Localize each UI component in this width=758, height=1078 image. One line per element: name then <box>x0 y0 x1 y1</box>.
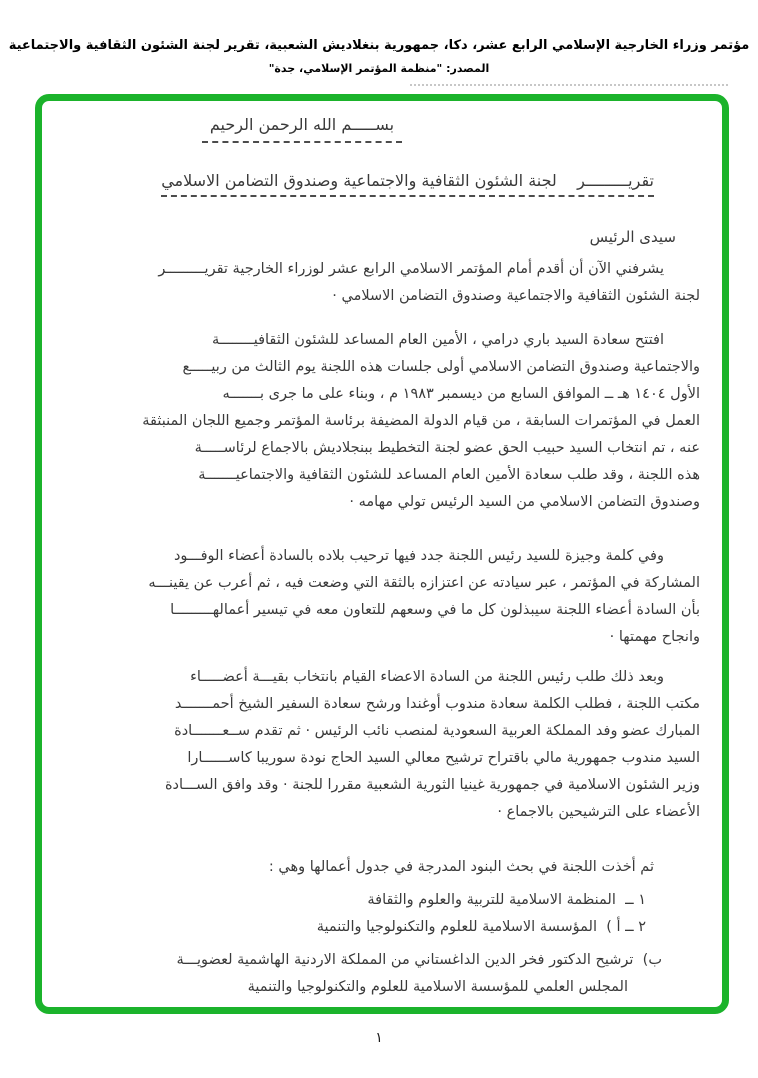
body-line: وفي كلمة وجيزة للسيد رئيس اللجنة جدد فيها ترحيب بلاده بالسادة أعضاء الوفـــود <box>173 548 664 564</box>
document-frame <box>35 94 729 1014</box>
body-line: وصندوق التضامن الاسلامي من السيد الرئيس تولي مهامه · <box>349 494 700 510</box>
body-line: بأن السادة أعضاء اللجنة سيبذلون كل ما في وسعهم للتعاون معه في تيسير أعمالهـــــــــا <box>170 602 700 618</box>
body-line: افتتح سعادة السيد باري درامي ، الأمين العام المساعد للشئون الثقافيــــــــة <box>211 332 664 348</box>
body-line: مكتب اللجنة ، فطلب الكلمة سعادة مندوب أوغندا ورشح سعادة السفير الشيخ أحمـــــــد <box>174 696 700 712</box>
agenda-item-2b-line-2: المجلس العلمي للمؤسسة الاسلامية للعلوم والتكنولوجيا والتنمية <box>247 979 628 995</box>
header-source: المصدر: "منظمة المؤتمر الإسلامي، جدة" <box>268 62 490 75</box>
body-line: والاجتماعية وصندوق التضامن الاسلامي أولى جلسات هذه اللجنة يوم الثالث من ربيـــــع <box>182 359 700 375</box>
body-line: وانجاح مهمتها · <box>609 629 700 645</box>
page-header <box>0 38 758 75</box>
document-content <box>42 101 722 1007</box>
agenda-item-2a: ٢ ــ أ ) المؤسسة الاسلامية للعلوم والتكنولوجيا والتنمية <box>316 919 646 935</box>
body-line: العمل في المؤتمرات السابقة ، من قيام الدولة المضيفة برئاسة المؤتمر وجميع اللجان المنبثقة <box>142 413 700 429</box>
body-line: السيد مندوب جمهورية مالي باقتراح ترشيح معالي السيد الحاج نودة سوريبا كاســــــارا <box>187 750 700 766</box>
body-line: عنه ، تم انتخاب السيد حبيب الحق عضو لجنة التخطيط ببنجلاديش بالاجماع لرئاســـــة <box>194 440 700 456</box>
bismillah <box>0 111 618 143</box>
body-line: الأعضاء على الترشيحين بالاجماع · <box>497 804 700 820</box>
header-title: مؤتمر وزراء الخارجية الإسلامي الرابع عشر، دكا، جمهورية بنغلاديش الشعبية، تقرير لجنة الشئون الثقافية والاجتماعية <box>8 38 750 53</box>
body-line: المبارك عضو وفد المملكة العربية السعودية لمنصب نائب الرئيس · ثم تقدم ســعـــــــادة <box>174 723 700 739</box>
agenda-list <box>68 887 700 1001</box>
scan-artifact-dotted-line <box>410 84 728 86</box>
body-line: وزير الشئون الاسلامية في جمهورية غينيا الثورية الشعبية مقررا للجنة · وقد وافق الســـادة <box>164 777 700 793</box>
body-line: المشاركة في المؤتمر ، عبر سيادته عن اعتزازه بالثقة التي وضعت فيه ، ثم أعرب عن يقينـــه <box>148 575 700 591</box>
body-line: لجنة الشئون الثقافية والاجتماعية وصندوق التضامن الاسلامي · <box>332 288 700 304</box>
paragraph-1 <box>68 256 700 310</box>
paragraph-4 <box>68 664 700 826</box>
body-line: الأول ١٤٠٤ هـ ــ الموافق السابع من ديسمبر ١٩٨٣ م ، وبناء على ما جرى بـــــــه <box>222 386 700 402</box>
paragraph-3 <box>68 543 700 651</box>
page-number: ١ <box>375 1030 383 1046</box>
agenda-item-1: ١ ــ المنظمة الاسلامية للتربية والعلوم والثقافة <box>367 892 646 908</box>
bismillah-text: بســـــم الله الرحمن الرحيم <box>202 111 402 143</box>
paragraph-2 <box>68 327 700 516</box>
body-line: وبعد ذلك طلب رئيس اللجنة من السادة الاعضاء القيام بانتخاب بقيـــة أعضـــــاء <box>190 669 664 685</box>
agenda-intro: ثم أخذت اللجنة في بحث البنود المدرجة في جدول أعمالها وهي : <box>268 859 654 875</box>
report-title-text: تقريـــــــــر لجنة الشئون الثقافية والاجتماعية وصندوق التضامن الاسلامي <box>161 171 654 197</box>
agenda-item-2b-line-1: ب) ترشيح الدكتور فخر الدين الداغستاني من المملكة الاردنية الهاشمية لعضويـــة <box>176 952 662 968</box>
salutation: سيدى الرئيس <box>589 228 676 246</box>
body-line: هذه اللجنة ، وقد طلب سعادة الأمين العام المساعد للشئون الثقافية والاجتماعيـــــــة <box>198 467 700 483</box>
report-title <box>68 167 700 196</box>
body-line: يشرفني الآن أن أقدم أمام المؤتمر الاسلامي الرابع عشر لوزراء الخارجية تقريـــــــــر <box>158 261 664 277</box>
